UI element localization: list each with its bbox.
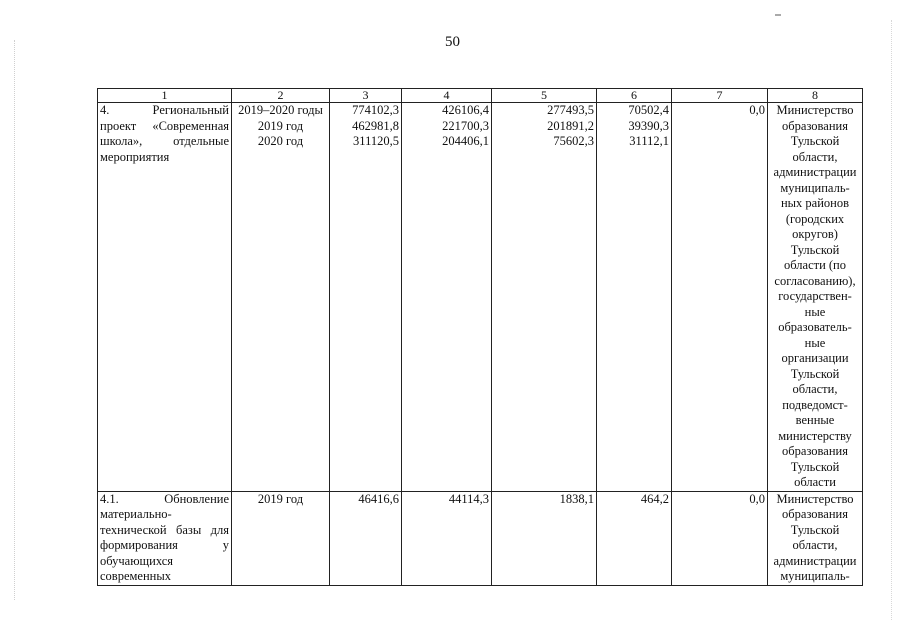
executor-line: (городских	[785, 211, 845, 226]
executor-line: образователь-	[778, 320, 852, 334]
amount-cell-col5	[492, 103, 597, 492]
executor-line: образования	[782, 507, 848, 521]
executor-line: области (по	[783, 258, 846, 272]
amount-value: 464,2	[640, 491, 669, 506]
executor-line: области,	[792, 382, 838, 396]
activity-name-line: материально-	[100, 507, 172, 521]
executor-cell	[768, 491, 863, 585]
period-line: 2020 год	[257, 134, 304, 148]
executor-line: Министерство	[776, 491, 854, 506]
executor-line: Тульской	[790, 134, 840, 148]
amount-value: 201891,2	[547, 118, 594, 133]
amount-cell-col3	[330, 491, 402, 585]
column-header: 4	[402, 89, 492, 103]
amount-value: 46416,6	[358, 491, 399, 506]
amount-value: 221700,3	[442, 118, 489, 133]
activity-name-cell	[98, 103, 232, 492]
executor-line: организации	[781, 351, 849, 365]
amount-value: 311120,5	[353, 134, 399, 148]
amount-value: 0,0	[749, 103, 765, 117]
executor-line: Министерство	[776, 103, 854, 117]
amount-value: 39390,3	[628, 118, 669, 133]
activity-name-cell	[98, 491, 232, 585]
executor-line: министерству	[778, 428, 852, 443]
executor-line: округов)	[792, 227, 838, 241]
activity-name-line: проект «Современная	[100, 118, 229, 133]
activity-name-line: 4. Региональный	[100, 103, 229, 117]
executor-line: муниципаль-	[780, 180, 850, 195]
period-line: 2019 год	[257, 491, 304, 506]
executor-line: образования	[782, 118, 848, 133]
executor-line: ных районов	[780, 196, 850, 210]
amount-cell-col4	[402, 103, 492, 492]
amount-cell-col7	[672, 491, 768, 585]
amount-value: 44114,3	[448, 491, 489, 506]
activity-name-line: технической базы для	[100, 522, 229, 537]
amount-cell-col3	[330, 103, 402, 492]
scan-edge-mark	[891, 20, 893, 620]
period-cell	[232, 103, 330, 492]
amount-value: 462981,8	[352, 118, 399, 133]
executor-line: венные	[795, 413, 835, 427]
amount-cell-col4	[402, 491, 492, 585]
amount-value: 204406,1	[442, 134, 489, 148]
scan-edge-mark	[14, 40, 16, 600]
activity-name-line: школа», отдельные	[100, 134, 229, 148]
activity-name-line: мероприятия	[100, 149, 170, 164]
executor-line: Тульской	[790, 522, 840, 537]
executor-line: Тульской	[790, 459, 840, 474]
budget-table	[97, 88, 863, 586]
period-line: 2019–2020 годы	[238, 103, 323, 117]
column-header: 6	[597, 89, 672, 103]
executor-line: ные	[804, 335, 826, 350]
table-row	[98, 103, 863, 492]
activity-name-line: 4.1. Обновление	[100, 491, 229, 506]
executor-line: Тульской	[790, 366, 840, 381]
amount-value: 0,0	[749, 491, 765, 506]
executor-line: Тульской	[790, 242, 840, 257]
executor-cell	[768, 103, 863, 492]
table-row	[98, 491, 863, 585]
amount-value: 70502,4	[628, 103, 669, 117]
amount-value: 1838,1	[559, 491, 594, 506]
amount-value: 75602,3	[553, 134, 594, 148]
column-header: 1	[98, 89, 232, 103]
amount-value: 31112,1	[629, 134, 669, 148]
amount-cell-col6	[597, 491, 672, 585]
amount-value: 426106,4	[442, 103, 489, 117]
column-header: 3	[330, 89, 402, 103]
column-header: 2	[232, 89, 330, 103]
column-header: 7	[672, 89, 768, 103]
scan-speck	[775, 14, 781, 16]
amount-cell-col6	[597, 103, 672, 492]
amount-cell-col7	[672, 103, 768, 492]
page-number: 50	[445, 34, 460, 50]
amount-value: 277493,5	[547, 103, 594, 117]
activity-name-line: современных	[100, 569, 171, 583]
activity-name-line: обучающихся	[100, 553, 174, 568]
executor-line: образования	[782, 444, 848, 458]
amount-value: 774102,3	[352, 103, 399, 117]
executor-line: администрации	[773, 553, 857, 568]
executor-line: государствен-	[778, 289, 852, 303]
column-header: 5	[492, 89, 597, 103]
executor-line: администрации	[773, 165, 857, 179]
executor-line: подведомст-	[782, 397, 848, 412]
period-line: 2019 год	[257, 118, 304, 133]
amount-cell-col5	[492, 491, 597, 585]
executor-line: муниципаль-	[780, 569, 850, 583]
activity-name-line: формирования у	[100, 538, 229, 552]
executor-line: области,	[792, 149, 838, 164]
column-number-row	[98, 89, 863, 103]
column-header: 8	[768, 89, 863, 103]
executor-line: согласованию),	[774, 273, 856, 288]
executor-line: области	[794, 475, 836, 489]
executor-line: области,	[792, 538, 838, 552]
period-cell	[232, 491, 330, 585]
executor-line: ные	[804, 304, 826, 319]
